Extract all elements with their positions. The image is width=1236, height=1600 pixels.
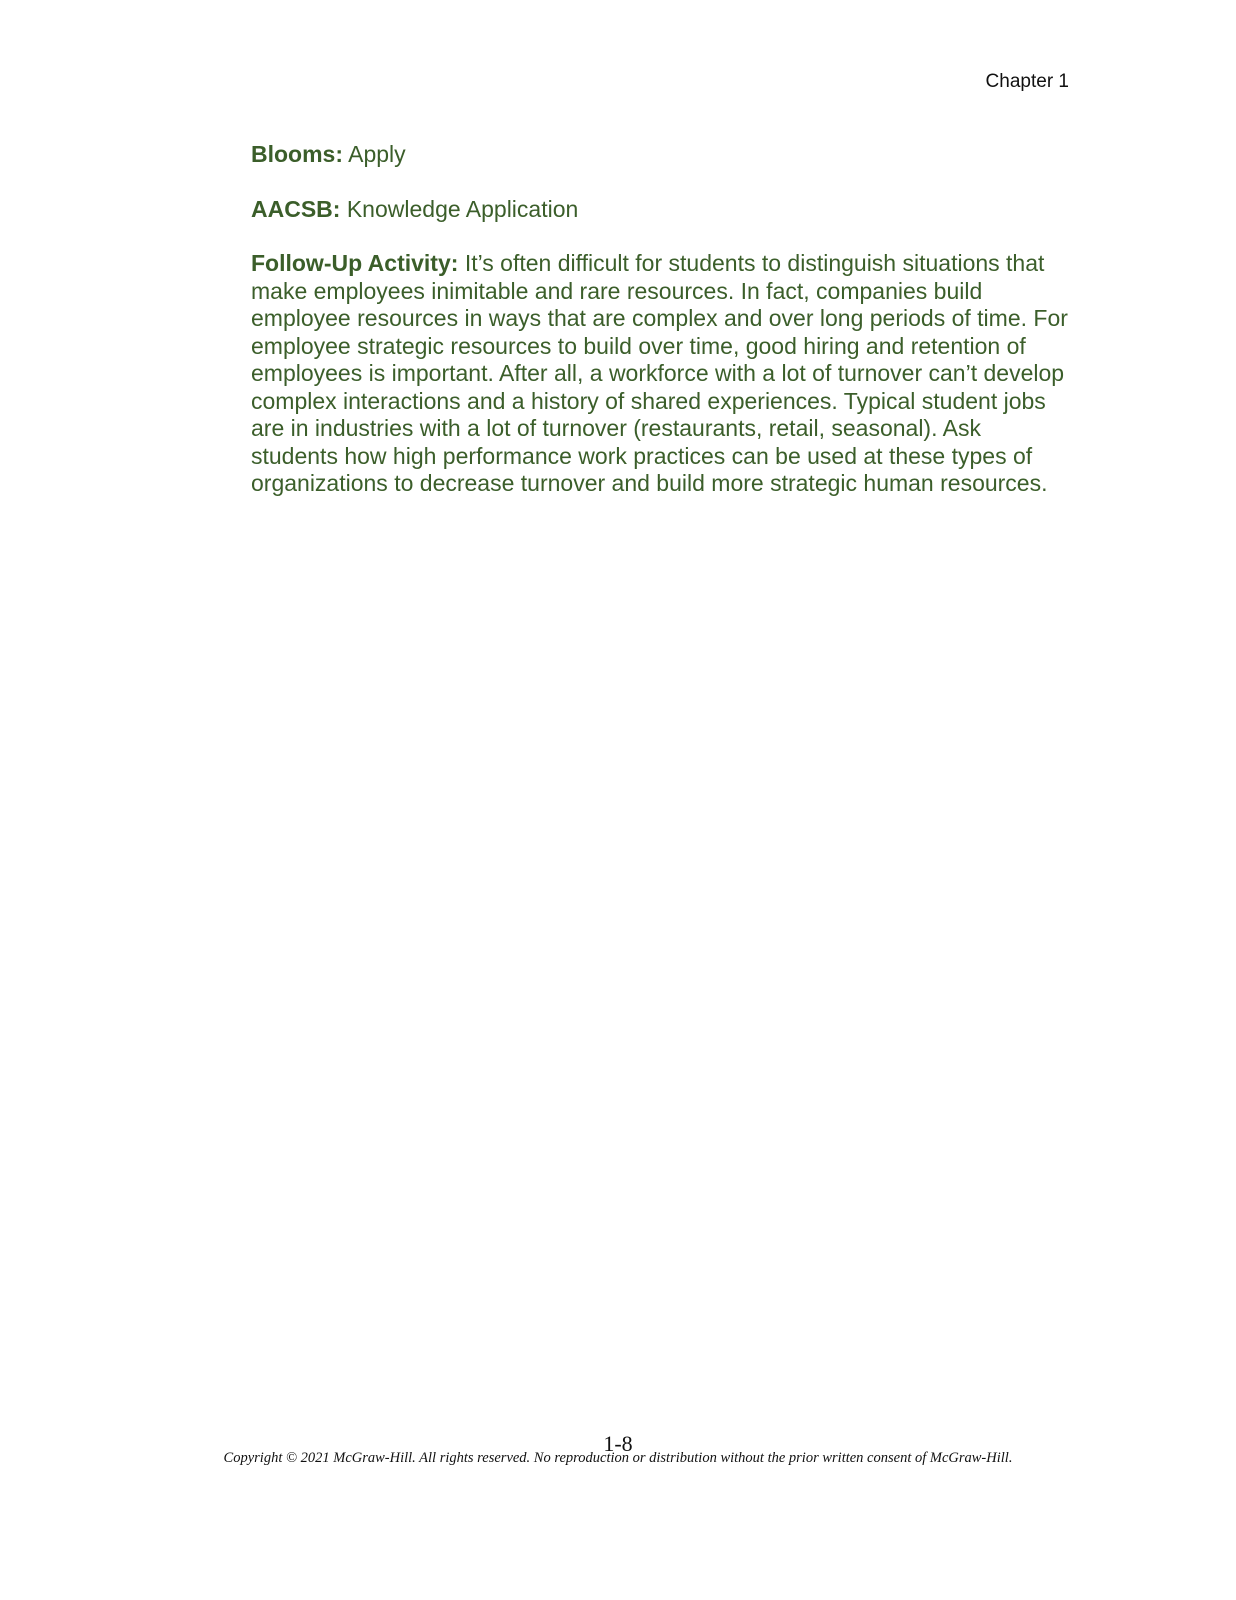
copyright-notice: Copyright © 2021 McGraw-Hill. All rights reserved. No reproduction or distribution without the prior written consent of McGraw-Hill. [223,1450,1013,1466]
follow-up-paragraph [251,250,1071,498]
blooms-label: Blooms: [251,141,343,167]
follow-up-text: It’s often difficult for students to distinguish situations that make employees inimitable and rare resources. In fact, companies build employee resources in ways that are complex and over long periods of time. For employee strategic resources to build over time, good hiring and retention of employees is important. After all, a workforce with a lot of turnover can’t develop complex interactions and a history of shared experiences. Typical student jobs are in industries with a lot of turnover (restaurants, retail, seasonal). Ask students how high performance work practices can be used at these types of organizations to decrease turnover and build more strategic human resources. [251,250,1068,496]
aacsb-label: AACSB: [251,195,341,222]
aacsb-value: Knowledge Application [346,195,579,222]
page-number: 1-8 [603,1431,633,1456]
page-footer [0,1432,1236,1466]
aacsb-paragraph [251,196,1071,224]
running-header-chapter: Chapter 1 [985,71,1069,92]
blooms-paragraph [251,141,1071,169]
blooms-value: Apply [348,141,406,167]
follow-up-label: Follow-Up Activity: [251,250,459,276]
page-content [251,141,1071,525]
